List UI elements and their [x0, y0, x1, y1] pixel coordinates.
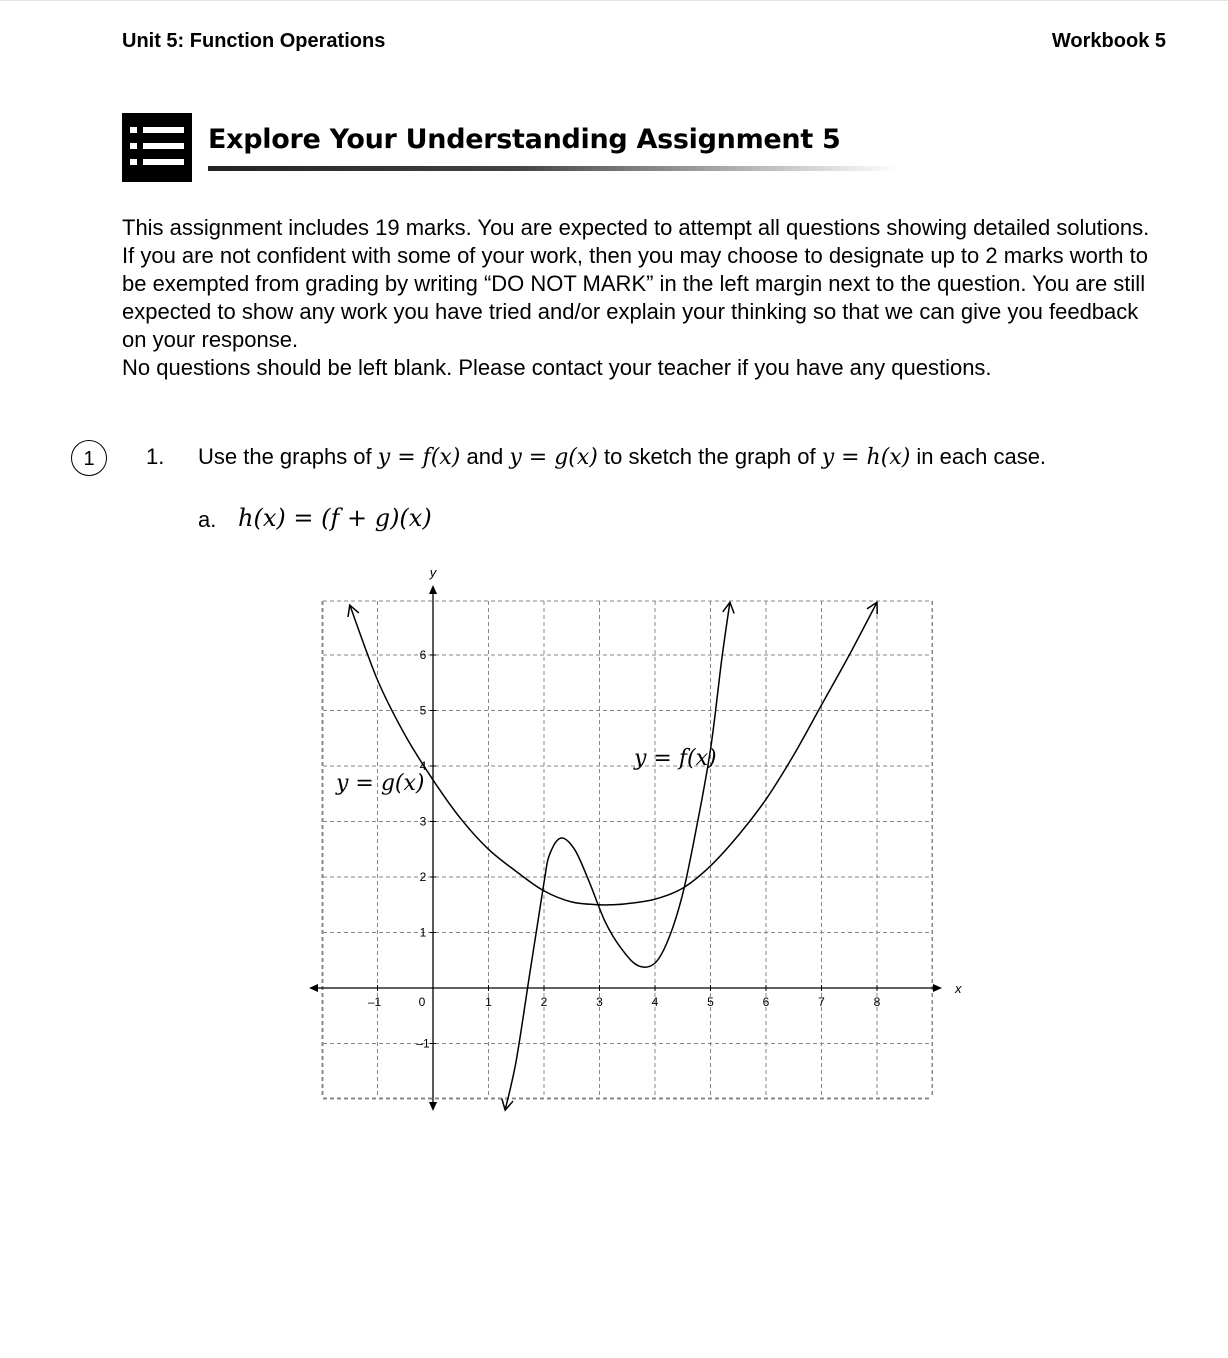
- instructions-paragraph: This assignment includes 19 marks. You are expected to attempt all questions showing detailed solutions. If you are not confident with some of your work, then you may choose to designate up to 2 marks worth to be exempted from grading by writing “DO NOT MARK” in the left margin next to the question. You are still expected to show any work you have tried and/or explain your thinking so that we can give you feedback on your response.: [122, 215, 1150, 352]
- part-expression: h(x) = (f + g)(x): [238, 504, 432, 532]
- y-axis-arrow-up: [429, 585, 437, 594]
- curve-labels: [335, 746, 717, 796]
- y-tick-label: 2: [419, 870, 427, 884]
- y-axis-arrow-down: [429, 1102, 437, 1111]
- label-f: y = f(x): [634, 746, 717, 771]
- x-tick-label: 7: [818, 995, 825, 1009]
- question-marks-badge: 1: [71, 440, 107, 476]
- curve-g: [348, 602, 877, 905]
- x-tick-label: 5: [707, 995, 714, 1009]
- y-tick-label: 5: [419, 703, 427, 718]
- x-axis-arrow-left: [309, 984, 318, 992]
- x-tick-label: –1: [367, 995, 382, 1009]
- workbook-header: Workbook 5: [1051, 30, 1166, 52]
- curve-f-line: [505, 602, 730, 1110]
- unit-header: Unit 5: Function Operations: [122, 30, 386, 52]
- x-axis-label: x: [955, 981, 962, 996]
- question-text: Use the graphs of y = f(x) and y = g(x) to sketch the graph of y = h(x) in each case.: [198, 444, 1047, 470]
- y-tick-label: –1: [416, 1036, 430, 1051]
- x-tick-label: 1: [485, 995, 492, 1009]
- instructions-closing: No questions should be left blank. Please contact your teacher if you have any questions.: [122, 355, 992, 380]
- x-axis-arrow-right: [933, 984, 942, 992]
- math-h: y = h(x): [821, 445, 911, 470]
- question-number: 1.: [146, 444, 165, 469]
- x-tick-label: 3: [596, 995, 603, 1009]
- y-tick-label: 4: [419, 759, 427, 773]
- label-g: y = g(x): [336, 771, 425, 796]
- x-tick-label: 6: [762, 995, 770, 1009]
- x-tick-label: 4: [651, 995, 659, 1009]
- y-tick-label: 3: [419, 814, 427, 829]
- part-letter: a.: [198, 507, 217, 532]
- math-g: y = g(x): [509, 445, 598, 470]
- curves: [348, 602, 877, 1110]
- curve-g-line: [350, 602, 877, 905]
- math-f: y = f(x): [377, 445, 461, 470]
- grid: [322, 601, 933, 1099]
- curve-f: [502, 602, 734, 1110]
- axes: [309, 565, 962, 1111]
- y-tick-label: 1: [419, 925, 427, 940]
- tick-labels: [368, 648, 881, 1051]
- page-title: Explore Your Understanding Assignment 5: [208, 124, 841, 155]
- x-tick-label: 0: [418, 995, 426, 1009]
- y-tick-label: 6: [419, 648, 427, 662]
- x-tick-label: 2: [540, 995, 548, 1009]
- x-tick-label: 8: [873, 995, 881, 1009]
- y-axis-label: y: [429, 565, 437, 580]
